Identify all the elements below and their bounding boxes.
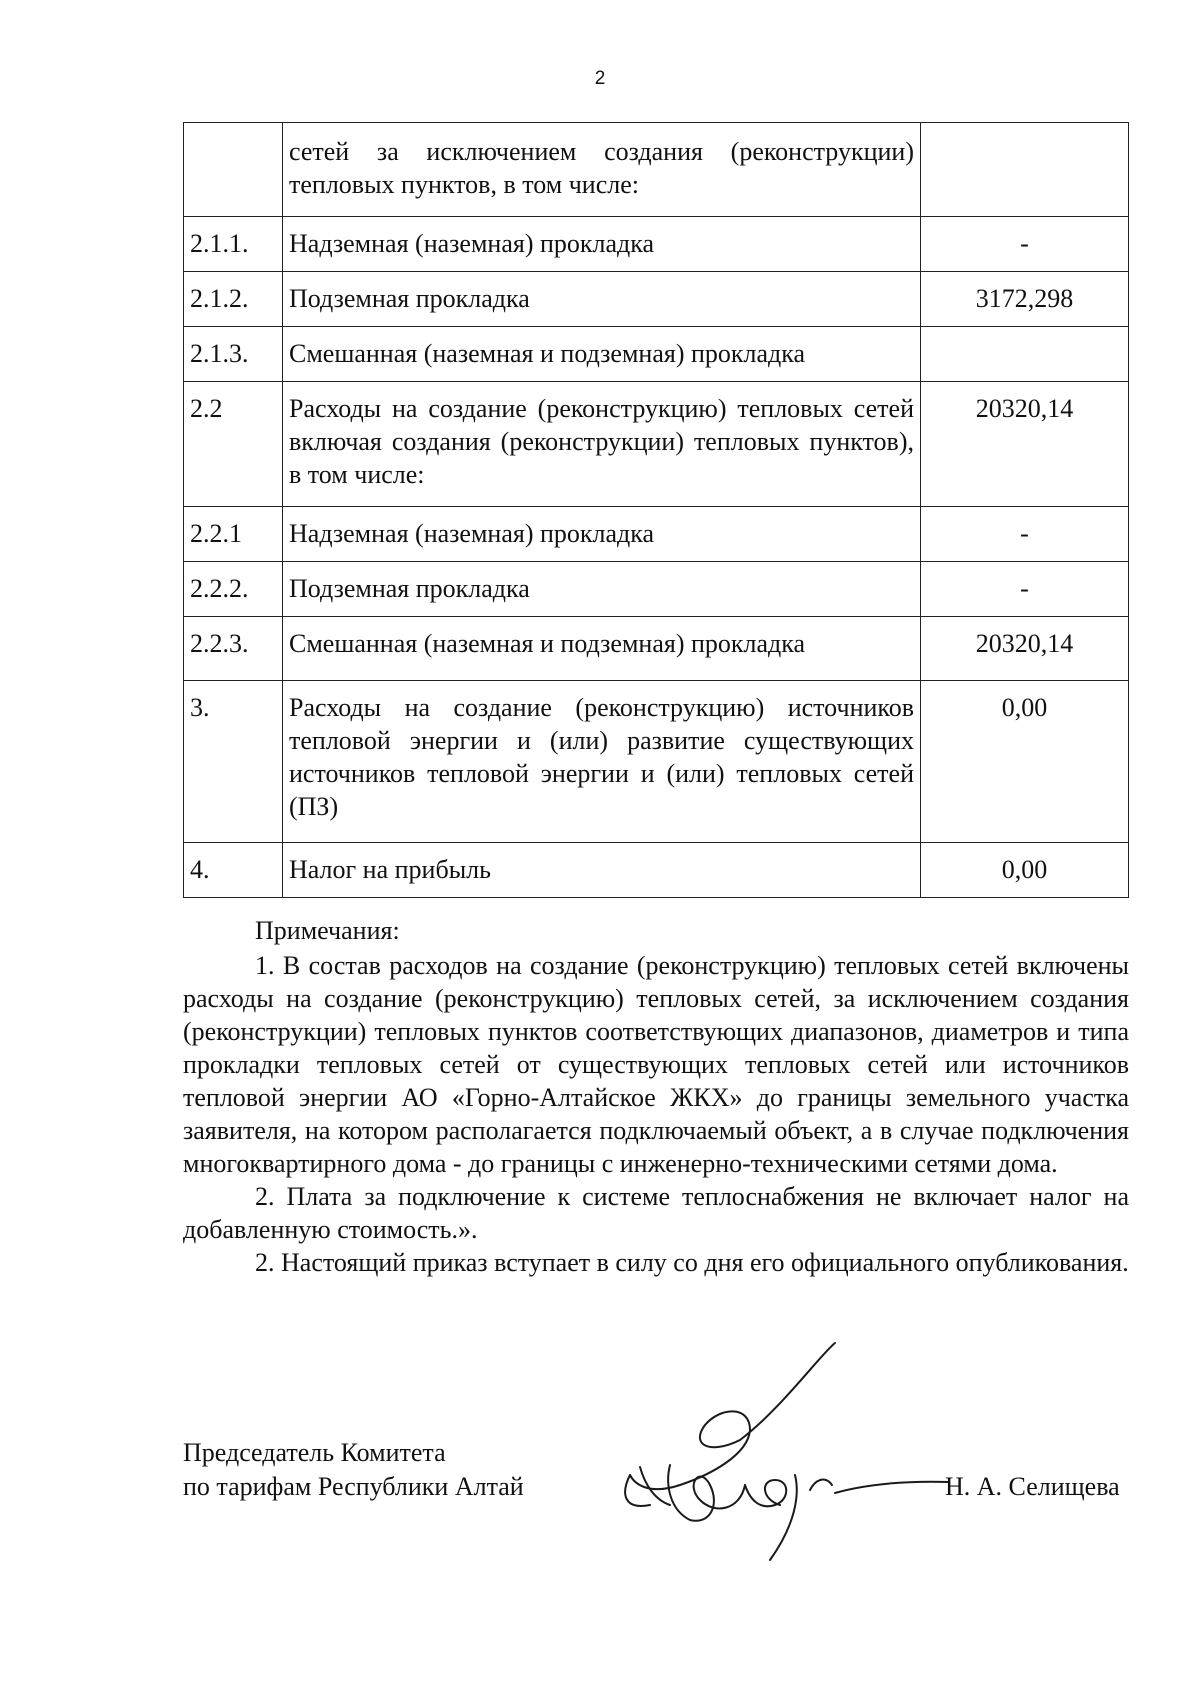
note-2: 2. Плата за подключение к системе теплоснабжения не включает налог на добавленную стоимость.». (183, 1182, 1129, 1244)
signer-position-line-2: по тарифам Республики Алтай (183, 1472, 524, 1501)
table-row (184, 272, 1129, 327)
note-1: 1. В состав расходов на создание (реконструкцию) тепловых сетей включены расходы на создание (реконструкцию) тепловых сетей, за исключением создания (реконструкции) тепловых пунктов соответствующих диапазонов, диаметров и типа прокладки тепловых сетей от существующих тепловых сетей или источников тепловой энергии АО «Горно-Алтайское ЖКХ» до границы земельного участка заявителя, на котором располагается подключаемый объект, а в случае подключения многоквартирного дома - до границы с инженерно-техническими сетями дома. (183, 951, 1129, 1178)
signer-name: Н. А. Селищева (945, 1472, 1120, 1501)
table-row (184, 123, 1129, 217)
row-number: 2.1.3. (184, 327, 283, 382)
row-description: Расходы на создание (реконструкцию) тепловых сетей включая создания (реконструкции) тепловых пунктов), в том числе: (283, 382, 921, 507)
row-number: 2.2.3. (184, 617, 283, 681)
handwritten-signature (610, 1335, 950, 1565)
row-number: 2.2.1 (184, 507, 283, 562)
table-row (184, 843, 1129, 898)
row-description: Налог на прибыль (283, 843, 921, 898)
row-description: Смешанная (наземная и подземная) прокладка (283, 327, 921, 382)
row-number: 2.2 (184, 382, 283, 507)
table-row (184, 562, 1129, 617)
notes-section (183, 914, 1129, 1279)
row-description: Смешанная (наземная и подземная) прокладка (283, 617, 921, 681)
row-value (921, 123, 1129, 217)
table-row (184, 327, 1129, 382)
row-number: 3. (184, 681, 283, 843)
row-description: Расходы на создание (реконструкцию) источников тепловой энергии и (или) развитие существующих источников тепловой энергии и (или) тепловых сетей (ПЗ) (283, 681, 921, 843)
table-row (184, 217, 1129, 272)
row-number (184, 123, 283, 217)
row-number: 2.1.1. (184, 217, 283, 272)
table-row (184, 382, 1129, 507)
row-value: 20320,14 (921, 617, 1129, 681)
signer-position (183, 1436, 524, 1504)
row-description: Надземная (наземная) прокладка (283, 217, 921, 272)
row-value (921, 327, 1129, 382)
effective-clause: 2. Настоящий приказ вступает в силу со дня его официального опубликования. (255, 1248, 1129, 1277)
row-value: 0,00 (921, 681, 1129, 843)
cost-table (183, 122, 1129, 898)
row-value: 20320,14 (921, 382, 1129, 507)
row-number: 2.2.2. (184, 562, 283, 617)
row-description: Надземная (наземная) прокладка (283, 507, 921, 562)
row-number: 4. (184, 843, 283, 898)
row-value: 0,00 (921, 843, 1129, 898)
table-row (184, 507, 1129, 562)
row-value: 3172,298 (921, 272, 1129, 327)
row-value: - (921, 217, 1129, 272)
table-row (184, 617, 1129, 681)
row-description: Подземная прокладка (283, 562, 921, 617)
row-description: сетей за исключением создания (реконструкции) тепловых пунктов, в том числе: (283, 123, 921, 217)
table-row (184, 681, 1129, 843)
row-number: 2.1.2. (184, 272, 283, 327)
signer-position-line-1: Председатель Комитета (183, 1438, 446, 1467)
page-number: 2 (594, 68, 606, 89)
row-value: - (921, 507, 1129, 562)
notes-title: Примечания: (255, 916, 400, 945)
row-value: - (921, 562, 1129, 617)
row-description: Подземная прокладка (283, 272, 921, 327)
